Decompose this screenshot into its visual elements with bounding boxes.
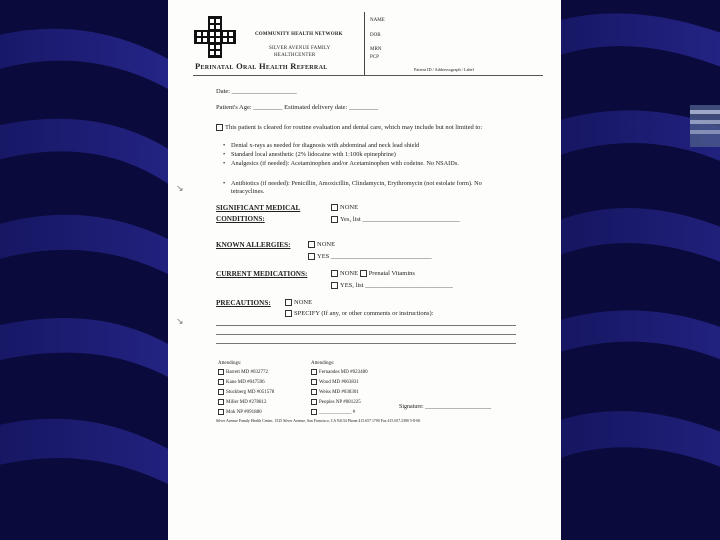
age-delivery-field: Patient's Age: _________ Estimated delivery date: _________	[216, 104, 379, 111]
form-title: Perinatal Oral Health Referral	[195, 61, 328, 71]
attending-option	[218, 399, 267, 405]
attending-checkbox[interactable]	[218, 379, 224, 385]
attending-checkbox[interactable]	[218, 399, 224, 405]
attending-option	[311, 409, 355, 415]
attending-option	[218, 369, 268, 375]
precautions-specify-text: SPECIFY (If any, or other comments or instructions):	[294, 310, 434, 317]
attending-name: Stuckberg MD #051578	[226, 390, 275, 396]
medical-none-text: NONE	[340, 204, 359, 211]
attending-name: Peoples NP #081225	[319, 400, 361, 406]
attending-option	[311, 369, 368, 375]
org-name: COMMUNITY HEALTH NETWORK	[255, 32, 343, 37]
clearance-bullet-analgesics: • Analgesics (if needed): Acetaminophen and/or Acetaminophen with codeine. No NSAIDs.	[231, 160, 511, 168]
comment-line	[216, 334, 516, 335]
pcp-field-label: PCP	[370, 55, 379, 60]
clearance-intro-text: This patient is cleared for routine evaluation and dental care, which may include but not limited to:	[225, 124, 483, 131]
medical-yes-option	[331, 216, 460, 223]
attending-option	[311, 389, 359, 395]
medications-none-checkbox[interactable]	[331, 270, 338, 277]
precautions-label: PRECAUTIONS:	[216, 299, 271, 307]
attending-name: Mok NP #091880	[226, 410, 262, 416]
attending-option	[218, 379, 265, 385]
header-rule	[193, 75, 543, 76]
allergies-none-checkbox[interactable]	[308, 241, 315, 248]
clearance-bullet-antibiotics: • Antibiotics (if needed): Penicillin, Amoxicillin, Clindamycin, Erythromycin (not estolate form). No tetracyclines.	[231, 180, 511, 196]
precautions-none-checkbox[interactable]	[285, 299, 292, 306]
dob-field-label: DOB	[370, 33, 381, 38]
clearance-bullet-anesthetic: • Standard local anesthetic (2% lidocaine with 1:100k epinephrine)	[231, 151, 511, 159]
medical-conditions-label-2: CONDITIONS:	[216, 215, 265, 223]
attendings-header-left: Attendings:	[218, 361, 242, 366]
attending-option	[311, 399, 361, 405]
medications-none-option	[331, 270, 415, 277]
attending-name: _____________ #	[319, 410, 356, 416]
attending-checkbox[interactable]	[311, 389, 317, 395]
medications-yes-text: YES, list ___________________________	[340, 282, 453, 289]
allergies-yes-option	[308, 253, 432, 260]
attending-name: Kane MD #047596	[226, 380, 265, 386]
medical-yes-checkbox[interactable]	[331, 216, 338, 223]
comment-line	[216, 343, 516, 344]
medical-yes-text: Yes, list ______________________________	[340, 216, 460, 223]
medications-yes-option	[331, 282, 453, 289]
clearance-bullet-xrays: • Dental x-rays as needed for diagnosis with abdominal and neck lead shield	[231, 142, 511, 150]
attending-option	[311, 379, 359, 385]
medications-yes-checkbox[interactable]	[331, 282, 338, 289]
medical-none-option	[331, 204, 358, 211]
clearance-checkbox[interactable]	[216, 124, 223, 131]
name-field-label: NAME	[370, 18, 385, 23]
prenatal-vitamins-checkbox[interactable]	[360, 270, 367, 277]
health-network-cross-logo	[194, 16, 236, 58]
center-name-line2: HEALTHCENTER	[274, 53, 316, 58]
medical-none-checkbox[interactable]	[331, 204, 338, 211]
comment-line	[216, 325, 516, 326]
center-name-line1: SILVER AVENUE FAMILY	[269, 46, 331, 51]
attending-name: Miller MD #278812	[226, 400, 267, 406]
attendings-header-right: Attendings:	[311, 361, 335, 366]
allergies-none-text: NONE	[317, 241, 336, 248]
header-divider	[364, 12, 365, 76]
attending-checkbox[interactable]	[218, 369, 224, 375]
attending-name: Fernandes MD #023480	[319, 370, 368, 376]
prenatal-vitamins-text: Prenatal Vitamins	[368, 270, 415, 277]
allergies-yes-checkbox[interactable]	[308, 253, 315, 260]
allergies-none-option	[308, 241, 335, 248]
attending-checkbox[interactable]	[218, 389, 224, 395]
precautions-none-option	[285, 299, 312, 306]
footer-address: Silver Avenue Family Health Center, 1525 Silver Avenue, San Francisco, CA 94134 Phone 415.657.1700 Fax 415.657.2380 5-8-06	[216, 419, 421, 423]
punch-hole-mark: ↘	[176, 316, 184, 326]
precautions-none-text: NONE	[294, 299, 313, 306]
allergies-label: KNOWN ALLERGIES:	[216, 241, 291, 249]
precautions-specify-option	[285, 310, 433, 317]
attending-checkbox[interactable]	[311, 369, 317, 375]
signature-line: Signature: ______________________	[399, 404, 492, 410]
medications-none-text: NONE	[340, 270, 359, 277]
referral-form-page	[168, 0, 561, 540]
punch-hole-mark: ↘	[176, 183, 184, 193]
attending-name: Barrett MD #032772	[226, 370, 268, 376]
attending-name: Weiss MD #038301	[319, 390, 359, 396]
attending-option	[218, 389, 274, 395]
attending-checkbox[interactable]	[311, 399, 317, 405]
attending-checkbox[interactable]	[311, 379, 317, 385]
precautions-specify-checkbox[interactable]	[285, 310, 292, 317]
attending-checkbox[interactable]	[311, 409, 317, 415]
attending-option	[218, 409, 262, 415]
mrn-field-label: MRN	[370, 47, 382, 52]
medical-conditions-label-1: SIGNIFICANT MEDICAL	[216, 204, 301, 212]
allergies-yes-text: YES _______________________________	[317, 253, 432, 260]
clearance-statement	[216, 124, 516, 132]
attending-name: Wood MD #063831	[319, 380, 359, 386]
attending-checkbox[interactable]	[218, 409, 224, 415]
addressograph-note: Patient ID / Addressograph / Label	[414, 67, 474, 72]
medications-label: CURRENT MEDICATIONS:	[216, 270, 308, 278]
date-field: Date: ____________________	[216, 88, 297, 95]
